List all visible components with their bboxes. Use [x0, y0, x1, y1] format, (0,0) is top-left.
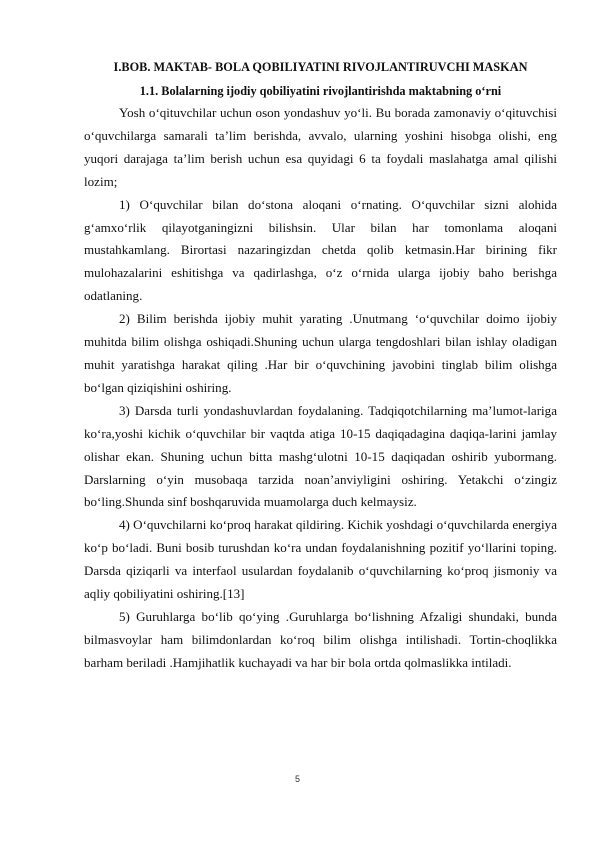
paragraph-tip-1: 1) O‘quvchilar bilan do‘stona aloqani o‘rnating. O‘quvchilar sizni alohida g‘amxo‘rlik qilayotganingizni bilishsin. Ular bilan har tomonlama aloqani mustahkamlang. Birortasi nazaringizdan chetda qolib ketmasin.Har birining fikr mulohazalarini eshitishga va qadirlashga, o‘z o‘rnida ularga ijobiy baho berishga odatlaning. — [84, 196, 557, 304]
section-heading: 1.1. Bolalarning ijodiy qobiliyatini rivojlantirishda maktabning o‘rni — [139, 83, 502, 98]
paragraph-tip-3: 3) Darsda turli yondashuvlardan foydalaning. Tadqiqotchilarning ma’lumot-lariga ko‘ra,yoshi kichik o‘quvchilar bir vaqtda atiga 10-15 daqiqadagina daqiqa-larini jamlay olishar ekan. Shuning uchun bitta mashg‘ulotni 10-15 daqiqadan oshirib yubormang. Darslarning o‘yin musobaqa tarzida noan’anviyligini oshiring. Yetakchi o‘zingiz bo‘ling.Shunda sinf boshqaruvida muamolarga duch kelmaysiz. — [84, 402, 557, 510]
page-number: 5 — [294, 774, 300, 784]
chapter-title: I.BOB. MAKTAB- BOLA QOBILIYATINI RIVOJLANTIRUVCHI MASKAN — [113, 60, 528, 74]
paragraph-tip-2: 2) Bilim berishda ijobiy muhit yarating .Unutmang ‘o‘quvchilar doimo ijobiy muhitda bilim olishga oshiqadi.Shuning uchun ularga tengdoshlari bilan ishlay oladigan muhit yaratishga harakat qiling .Har bir o‘quvchining javobini tinglab bilim olishga bo‘lgan qiziqishini oshiring. — [84, 311, 557, 395]
page-content — [84, 56, 557, 675]
paragraph-tip-4: 4) O‘quvchilarni ko‘proq harakat qildiring. Kichik yoshdagi o‘quvchilarda energiya ko‘p bo‘ladi. Buni bosib turushdan ko‘ra undan foydalanishning pozitif yo‘llarini toping. Darsda qiziqarli va interfaol usulardan foydalanib o‘quvchilarning ko‘proq jismoniy va aqliy qobiliyatini oshiring.[13] — [84, 517, 557, 602]
paragraph-intro: Yosh o‘qituvchilar uchun oson yondashuv yo‘li. Bu borada zamonaviy o‘qituvchisi o‘quvchilarga samarali ta’lim berishda, avvalo, ularning yoshini hisobga olishi, eng yuqori darajaga ta’lim berish uchun esa quyidagi 6 ta foydali maslahatga amal qilishi lozim; — [84, 105, 557, 189]
paragraph-tip-5: 5) Guruhlarga bo‘lib qo‘ying .Guruhlarga bo‘lishning Afzaligi shundaki, bunda bilmasvoylar ham bilimdonlardan ko‘roq bilim olishga intilishadi. Tortin-choqlikka barham beriladi .Hamjihatlik kuchayadi va har bir bola ortda qolmaslikka intiladi. — [84, 608, 557, 670]
